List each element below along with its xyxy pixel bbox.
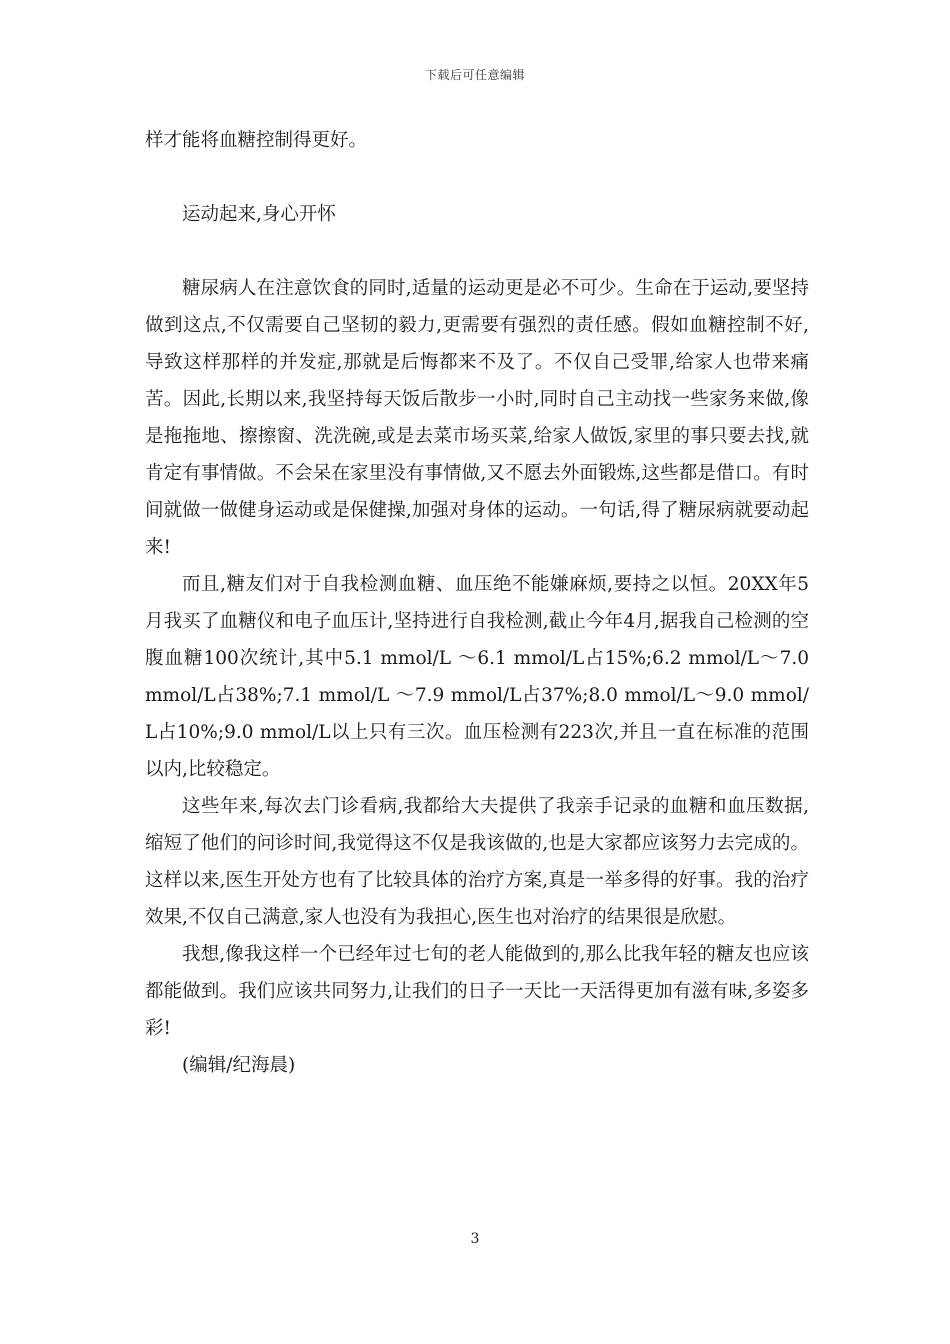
section-heading: 运动起来,身心开怀 [182,204,336,225]
page-header: 下载后可任意编辑 [424,68,525,82]
paragraph-exercise: 糖尿病人在注意饮食的同时,适量的运动更是必不可少。生命在于运动,要坚持做到这点,不仅需要自己坚韧的毅力,更需要有强烈的责任感。假如血糖控制不好,导致这样那样的并发症,那就是后悔都来不及了。不仅自己受罪,给家人也带来痛苦。因此,长期以来,我坚持每天饭后散步一小时,同时自己主动找一些家务来做,像是拖拖地、擦擦窗、洗洗碗,或是去菜市场买菜,给家人做饭,家里的事只要去找,就肯定有事情做。不会呆在家里没有事情做,又不愿去外面锻炼,这些都是借口。有时间就做一做健身运动或是保健操,加强对身体的运动。一句话,得了糖尿病就要动起来! [145,278,809,558]
continuation-line: 样才能将血糖控制得更好。 [145,130,368,151]
page-number: 3 [470,1231,480,1247]
document-body [145,122,809,1084]
editor-note: (编辑/纪海晨) [182,1055,296,1076]
paragraph-self-monitoring: 而且,糖友们对于自我检测血糖、血压绝不能嫌麻烦,要持之以恒。20XX年5月我买了血糖仪和电子血压计,坚持进行自我检测,截止今年4月,据我自己检测的空腹血糖100次统计,其中5.1 mmol/L ～6.1 mmol/L占15%;6.2 mmol/L～7.0 mmol/L占38%;7.1 mmol/L ～7.9 mmol/L占37%;8.0 mmol/L～9.0 mmol/L占10%;9.0 mmol/L以上只有三次。血压检测有223次,并且一直在标准的范围以内,比较稳定。 [145,574,809,780]
paragraph-closing: 我想,像我这样一个已经年过七旬的老人能做到的,那么比我年轻的糖友也应该都能做到。我们应该共同努力,让我们的日子一天比一天活得更加有滋有味,多姿多彩! [145,944,809,1039]
paragraph-clinic-records: 这些年来,每次去门诊看病,我都给大夫提供了我亲手记录的血糖和血压数据,缩短了他们的问诊时间,我觉得这不仅是我该做的,也是大家都应该努力去完成的。这样以来,医生开处方也有了比较具体的治疗方案,真是一举多得的好事。我的治疗效果,不仅自己满意,家人也没有为我担心,医生也对治疗的结果很是欣慰。 [145,796,809,928]
